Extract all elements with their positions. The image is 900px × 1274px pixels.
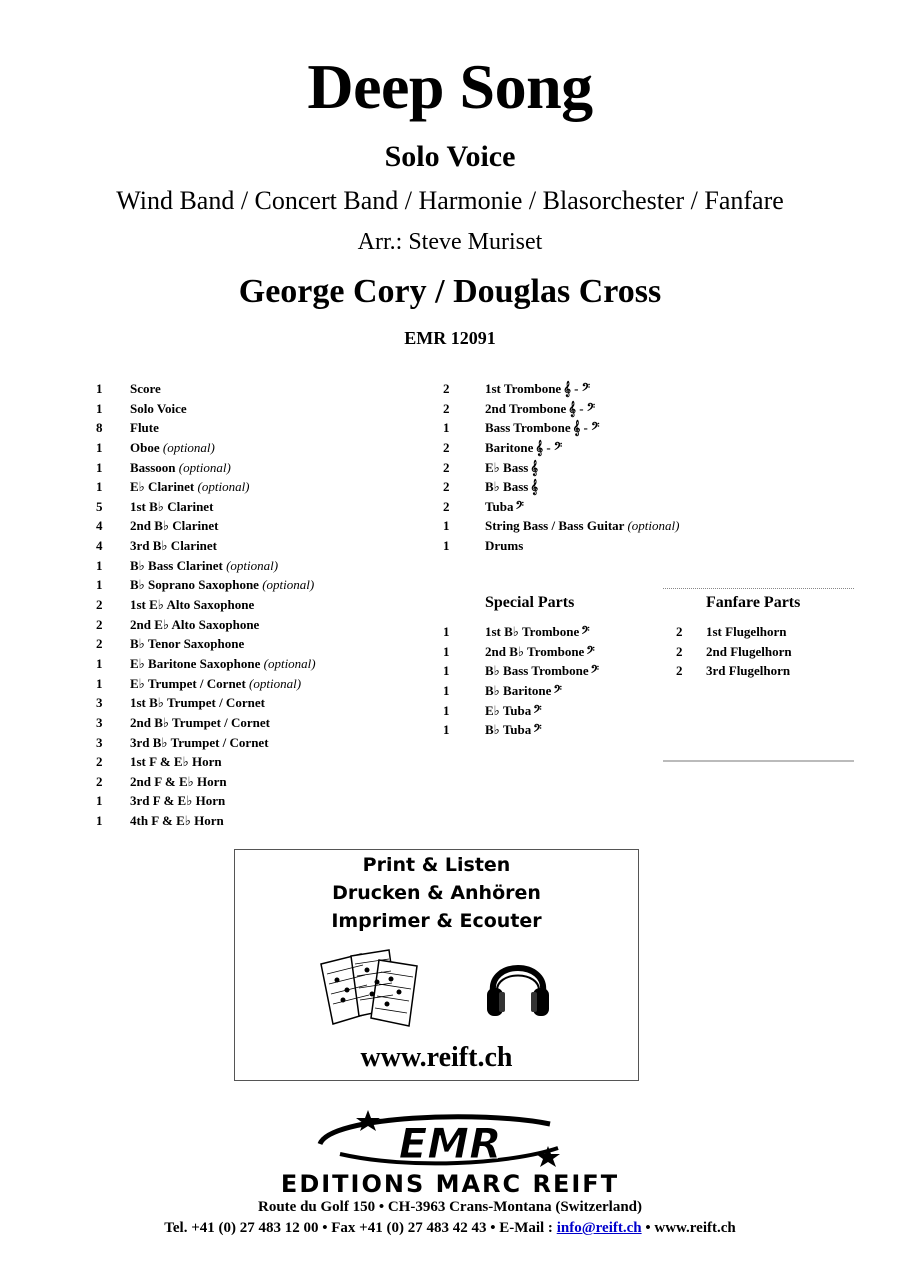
part-label xyxy=(130,556,278,576)
part-label xyxy=(706,642,792,662)
part-quantity: 1 xyxy=(443,624,450,639)
part-name: E♭ Baritone Saxophone xyxy=(130,655,261,671)
part-quantity: 1 xyxy=(96,557,103,573)
part-label xyxy=(130,399,187,419)
part-label xyxy=(130,615,259,635)
emr-logo-text: EMR xyxy=(398,1119,502,1168)
part-name: 1st Trombone xyxy=(485,381,562,396)
headphones-icon xyxy=(483,948,553,1024)
part-name: B♭ Soprano Saxophone xyxy=(130,577,259,593)
promo-line-drucken: Drucken & Anhören xyxy=(332,882,541,904)
part-name: Flute xyxy=(130,420,159,436)
part-quantity: 1 xyxy=(96,675,103,691)
part-label xyxy=(485,661,599,681)
part-name: E♭ Clarinet xyxy=(130,479,195,495)
part-name: 2nd Trombone xyxy=(485,400,567,416)
part-label xyxy=(130,752,222,772)
part-label xyxy=(485,516,679,536)
part-label xyxy=(485,622,590,642)
part-optional-note: (optional) xyxy=(197,479,250,495)
part-name: String Bass / Bass Guitar xyxy=(485,518,625,534)
part-quantity: 4 xyxy=(96,518,103,534)
part-name: 3rd Flugelhorn xyxy=(706,663,791,679)
part-quantity: 4 xyxy=(96,538,103,554)
part-name: 3rd F & E♭ Horn xyxy=(130,793,226,809)
part-label xyxy=(130,733,269,753)
part-quantity: 1 xyxy=(443,518,450,534)
part-label xyxy=(485,477,538,497)
part-quantity: 2 xyxy=(443,439,450,455)
part-quantity: 3 xyxy=(96,734,103,750)
page-subtitle: Solo Voice xyxy=(384,140,516,173)
part-label xyxy=(130,595,254,615)
part-label xyxy=(130,438,215,458)
part-quantity: 1 xyxy=(443,643,450,659)
part-quantity: 1 xyxy=(96,577,103,593)
sheet-music-icon xyxy=(317,946,427,1032)
part-quantity: 2 xyxy=(443,381,450,396)
part-label xyxy=(130,654,316,674)
part-name: 4th F & E♭ Horn xyxy=(130,813,224,829)
clef-icon: 𝄞 - 𝄢 xyxy=(563,381,591,396)
part-quantity: 2 xyxy=(676,643,683,659)
part-quantity: 2 xyxy=(443,479,450,495)
fanfare-parts-heading: Fanfare Parts xyxy=(706,594,801,611)
clef-icon: 𝄢 xyxy=(553,682,562,698)
part-name: 1st E♭ Alto Saxophone xyxy=(130,597,255,613)
part-label xyxy=(130,713,270,733)
emr-logo xyxy=(300,1110,600,1170)
part-quantity: 8 xyxy=(96,420,103,436)
part-quantity: 2 xyxy=(96,616,103,632)
part-name: Solo Voice xyxy=(130,400,187,416)
part-optional-note: (optional) xyxy=(162,439,215,455)
part-optional-note: (optional) xyxy=(627,518,680,534)
part-name: 1st B♭ Trumpet / Cornet xyxy=(130,695,265,711)
part-label xyxy=(485,720,542,740)
part-label xyxy=(130,516,218,536)
part-label xyxy=(130,575,314,595)
part-name: 1st B♭ Trombone xyxy=(485,624,580,639)
publisher-contact xyxy=(0,1220,900,1237)
part-quantity: 2 xyxy=(443,498,450,514)
part-name: Score xyxy=(130,381,161,396)
part-name: Baritone xyxy=(485,439,534,455)
part-label xyxy=(485,379,590,399)
clef-icon: 𝄞 xyxy=(530,459,539,475)
part-label xyxy=(485,438,562,458)
part-optional-note: (optional) xyxy=(226,557,279,573)
part-label xyxy=(130,674,301,694)
part-label xyxy=(485,701,542,721)
part-name: 1st Flugelhorn xyxy=(706,624,787,639)
part-name: 2nd Flugelhorn xyxy=(706,643,792,659)
part-quantity: 1 xyxy=(443,722,450,738)
part-label xyxy=(485,399,595,419)
part-quantity: 3 xyxy=(96,714,103,730)
promo-line-print-listen: Print & Listen xyxy=(362,854,511,876)
publisher-address: Route du Golf 150 • CH-3963 Crans-Montana (Switzerland) xyxy=(258,1199,642,1215)
part-name: E♭ Tuba xyxy=(485,702,532,718)
clef-icon: 𝄞 - 𝄢 xyxy=(535,439,563,455)
part-name: 2nd F & E♭ Horn xyxy=(130,773,227,789)
part-name: 2nd B♭ Clarinet xyxy=(130,518,219,534)
email-link[interactable]: info@reift.ch xyxy=(556,1220,642,1236)
part-quantity: 1 xyxy=(96,459,103,475)
part-quantity: 1 xyxy=(96,655,103,671)
part-name: E♭ Trumpet / Cornet xyxy=(130,675,246,691)
part-name: 3rd B♭ Trumpet / Cornet xyxy=(130,734,269,750)
clef-icon: 𝄢 xyxy=(590,663,600,679)
clef-icon: 𝄢 xyxy=(581,624,590,639)
contact-website[interactable]: • www.reift.ch xyxy=(641,1220,736,1236)
ensemble-line: Wind Band / Concert Band / Harmonie / Blasorchester / Fanfare xyxy=(116,186,784,215)
clef-icon: 𝄢 xyxy=(515,498,524,514)
clef-icon: 𝄞 xyxy=(530,479,539,495)
catalog-number: EMR 12091 xyxy=(404,328,496,348)
part-optional-note: (optional) xyxy=(249,675,302,691)
part-quantity: 1 xyxy=(96,400,103,416)
part-quantity: 1 xyxy=(96,793,103,809)
part-quantity: 5 xyxy=(96,498,103,514)
part-name: Oboe xyxy=(130,439,160,455)
part-quantity: 1 xyxy=(443,682,450,698)
part-quantity: 1 xyxy=(96,439,103,455)
promo-line-imprimer: Imprimer & Ecouter xyxy=(331,910,542,932)
part-label xyxy=(130,418,159,438)
part-optional-note: (optional) xyxy=(263,655,316,671)
part-name: Bass Trombone xyxy=(485,420,571,436)
print-listen-box xyxy=(234,849,639,1081)
part-quantity: 1 xyxy=(443,538,450,554)
part-label xyxy=(130,634,244,654)
divider-bottom xyxy=(663,760,854,762)
part-label xyxy=(130,772,227,792)
part-quantity: 1 xyxy=(443,420,450,436)
divider-top xyxy=(663,588,854,589)
part-label xyxy=(706,622,787,642)
part-quantity: 2 xyxy=(443,459,450,475)
part-label xyxy=(130,458,231,478)
part-name: 2nd E♭ Alto Saxophone xyxy=(130,616,260,632)
part-quantity: 2 xyxy=(96,754,103,770)
part-name: E♭ Bass xyxy=(485,459,529,475)
part-label xyxy=(485,458,538,478)
part-name: Bassoon xyxy=(130,459,176,475)
publisher-name: EDITIONS MARC REIFT xyxy=(280,1170,620,1198)
part-name: B♭ Baritone xyxy=(485,682,552,698)
part-name: Drums xyxy=(485,538,524,554)
part-optional-note: (optional) xyxy=(262,577,315,593)
part-name: 1st F & E♭ Horn xyxy=(130,754,222,770)
part-label xyxy=(485,497,524,517)
part-quantity: 1 xyxy=(96,381,103,396)
part-label xyxy=(130,497,213,517)
part-quantity: 2 xyxy=(96,636,103,652)
page-title: Deep Song xyxy=(307,51,593,122)
part-optional-note: (optional) xyxy=(178,459,231,475)
part-name: Tuba xyxy=(485,498,514,514)
part-quantity: 3 xyxy=(96,695,103,711)
part-quantity: 1 xyxy=(96,479,103,495)
part-name: B♭ Tenor Saxophone xyxy=(130,636,245,652)
part-name: 3rd B♭ Clarinet xyxy=(130,538,218,554)
part-name: 2nd B♭ Trumpet / Cornet xyxy=(130,714,270,730)
part-quantity: 1 xyxy=(443,702,450,718)
clef-icon: 𝄢 xyxy=(533,722,542,738)
part-name: B♭ Bass Clarinet xyxy=(130,557,223,573)
special-parts-heading: Special Parts xyxy=(485,594,575,611)
part-label xyxy=(130,791,225,811)
clef-icon: 𝄞 - 𝄢 xyxy=(572,420,600,436)
part-quantity: 2 xyxy=(96,597,103,613)
part-label xyxy=(706,661,790,681)
part-quantity: 1 xyxy=(96,813,103,829)
part-label xyxy=(130,811,224,831)
part-quantity: 2 xyxy=(96,773,103,789)
part-name: 1st B♭ Clarinet xyxy=(130,498,214,514)
part-name: B♭ Bass xyxy=(485,479,529,495)
part-quantity: 1 xyxy=(443,663,450,679)
part-label xyxy=(130,379,161,399)
contact-phone-fax: Tel. +41 (0) 27 483 12 00 • Fax +41 (0) 27 483 42 43 • E-Mail : xyxy=(164,1220,557,1236)
part-label xyxy=(485,536,523,556)
part-quantity: 2 xyxy=(676,624,683,639)
part-quantity: 2 xyxy=(443,400,450,416)
part-label xyxy=(485,642,595,662)
clef-icon: 𝄢 xyxy=(533,702,542,718)
clef-icon: 𝄢 xyxy=(586,643,595,659)
part-name: B♭ Bass Trombone xyxy=(485,663,589,679)
arranger-line: Arr.: Steve Muriset xyxy=(357,229,543,255)
part-quantity: 2 xyxy=(676,663,683,679)
part-label xyxy=(130,477,250,497)
part-label xyxy=(485,681,562,701)
composers-line: George Cory / Douglas Cross xyxy=(238,273,662,310)
promo-website[interactable]: www.reift.ch xyxy=(360,1042,513,1073)
part-label xyxy=(485,418,599,438)
part-name: B♭ Tuba xyxy=(485,722,532,738)
part-name: 2nd B♭ Trombone xyxy=(485,643,585,659)
part-label xyxy=(130,693,265,713)
part-label xyxy=(130,536,217,556)
clef-icon: 𝄞 - 𝄢 xyxy=(568,400,596,416)
